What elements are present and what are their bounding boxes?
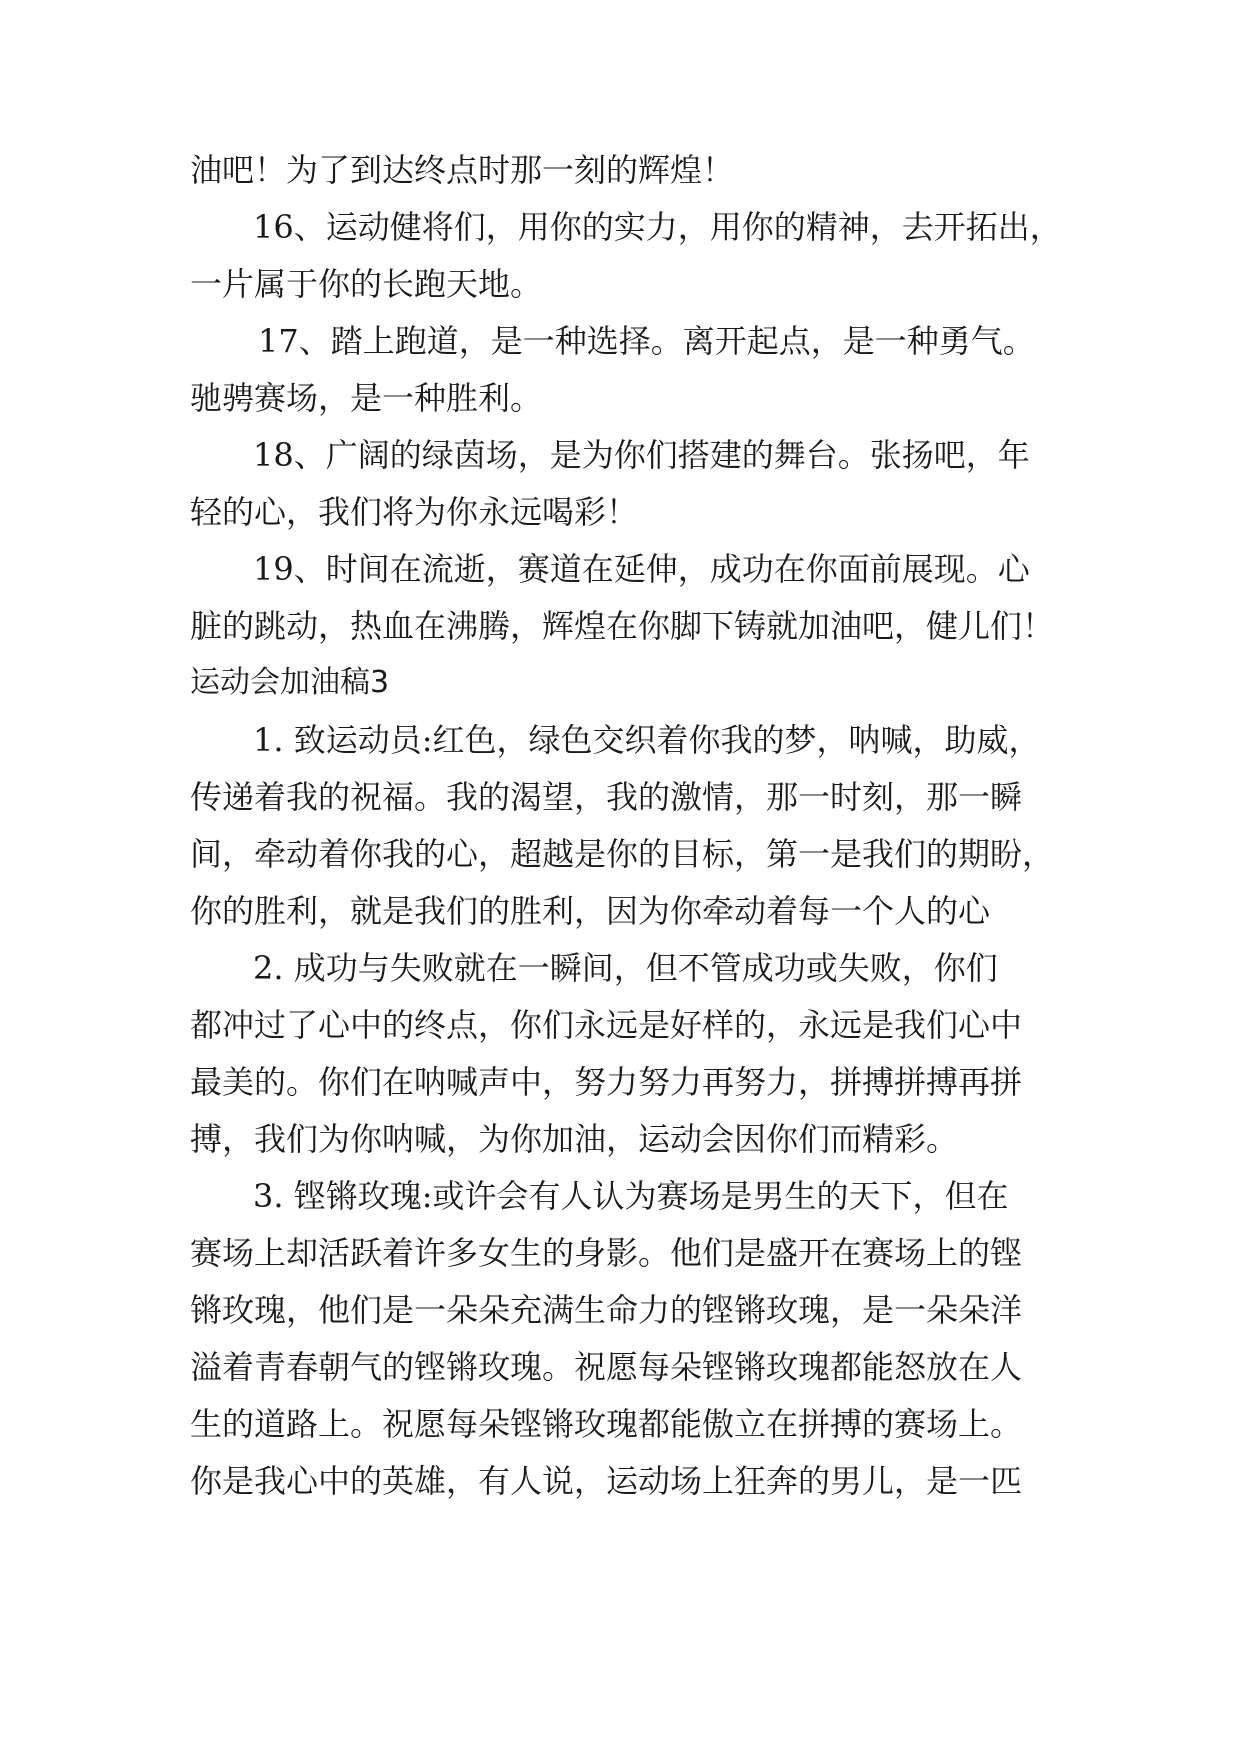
paragraph-line: 1. 致运动员:红色，绿色交织着你我的梦，呐喊，助威， bbox=[253, 721, 1041, 759]
paragraph-line: 18、广阔的绿茵场，是为你们搭建的舞台。张扬吧，年 bbox=[253, 436, 1030, 474]
paragraph-line: 溢着青春朝气的铿锵玫瑰。祝愿每朵铿锵玫瑰都能怒放在人 bbox=[190, 1348, 1023, 1386]
paragraph-line: 驰骋赛场，是一种胜利。 bbox=[190, 379, 543, 417]
paragraph-line: 搏，我们为你呐喊，为你加油，运动会因你们而精彩。 bbox=[190, 1120, 959, 1158]
paragraph-line: 你的胜利，就是我们的胜利，因为你牵动着每一个人的心 bbox=[190, 892, 991, 930]
paragraph-line: 赛场上却活跃着许多女生的身影。他们是盛开在赛场上的铿 bbox=[190, 1234, 1023, 1272]
paragraph-line: 间，牵动着你我的心，超越是你的目标，第一是我们的期盼， bbox=[190, 835, 1055, 873]
paragraph-line: 都冲过了心中的终点，你们永远是好样的，永远是我们心中 bbox=[190, 1006, 1023, 1044]
paragraph-line: 脏的跳动，热血在沸腾，辉煌在你脚下铸就加油吧，健儿们！ bbox=[190, 607, 1055, 645]
paragraph-line: 16、运动健将们，用你的实力，用你的精神，去开拓出， bbox=[253, 208, 1062, 246]
paragraph-line: 你是我心中的英雄，有人说，运动场上狂奔的男儿，是一匹 bbox=[190, 1462, 1023, 1500]
paragraph-line: 油吧！为了到达终点时那一刻的辉煌！ bbox=[190, 151, 735, 189]
paragraph-line: 19、时间在流逝，赛道在延伸，成功在你面前展现。心 bbox=[253, 550, 1030, 588]
paragraph-line: 3. 铿锵玫瑰:或许会有人认为赛场是男生的天下，但在 bbox=[253, 1177, 1009, 1215]
paragraph-line: 传递着我的祝福。我的渴望，我的激情，那一时刻，那一瞬 bbox=[190, 778, 1023, 816]
paragraph-line: 一片属于你的长跑天地。 bbox=[190, 265, 543, 303]
paragraph-line: 轻的心，我们将为你永远喝彩！ bbox=[190, 493, 639, 531]
paragraph-line: 最美的。你们在呐喊声中，努力努力再努力，拼搏拼搏再拼 bbox=[190, 1063, 1023, 1101]
paragraph-line: 17、踏上跑道，是一种选择。离开起点，是一种勇气。 bbox=[258, 322, 1035, 360]
paragraph-line: 2. 成功与失败就在一瞬间，但不管成功或失败，你们 bbox=[253, 949, 998, 987]
paragraph-line: 生的道路上。祝愿每朵铿锵玫瑰都能傲立在拼搏的赛场上。 bbox=[190, 1405, 1023, 1443]
section-heading: 运动会加油稿3 bbox=[190, 665, 390, 700]
paragraph-line: 锵玫瑰，他们是一朵朵充满生命力的铿锵玫瑰，是一朵朵洋 bbox=[190, 1291, 1023, 1329]
